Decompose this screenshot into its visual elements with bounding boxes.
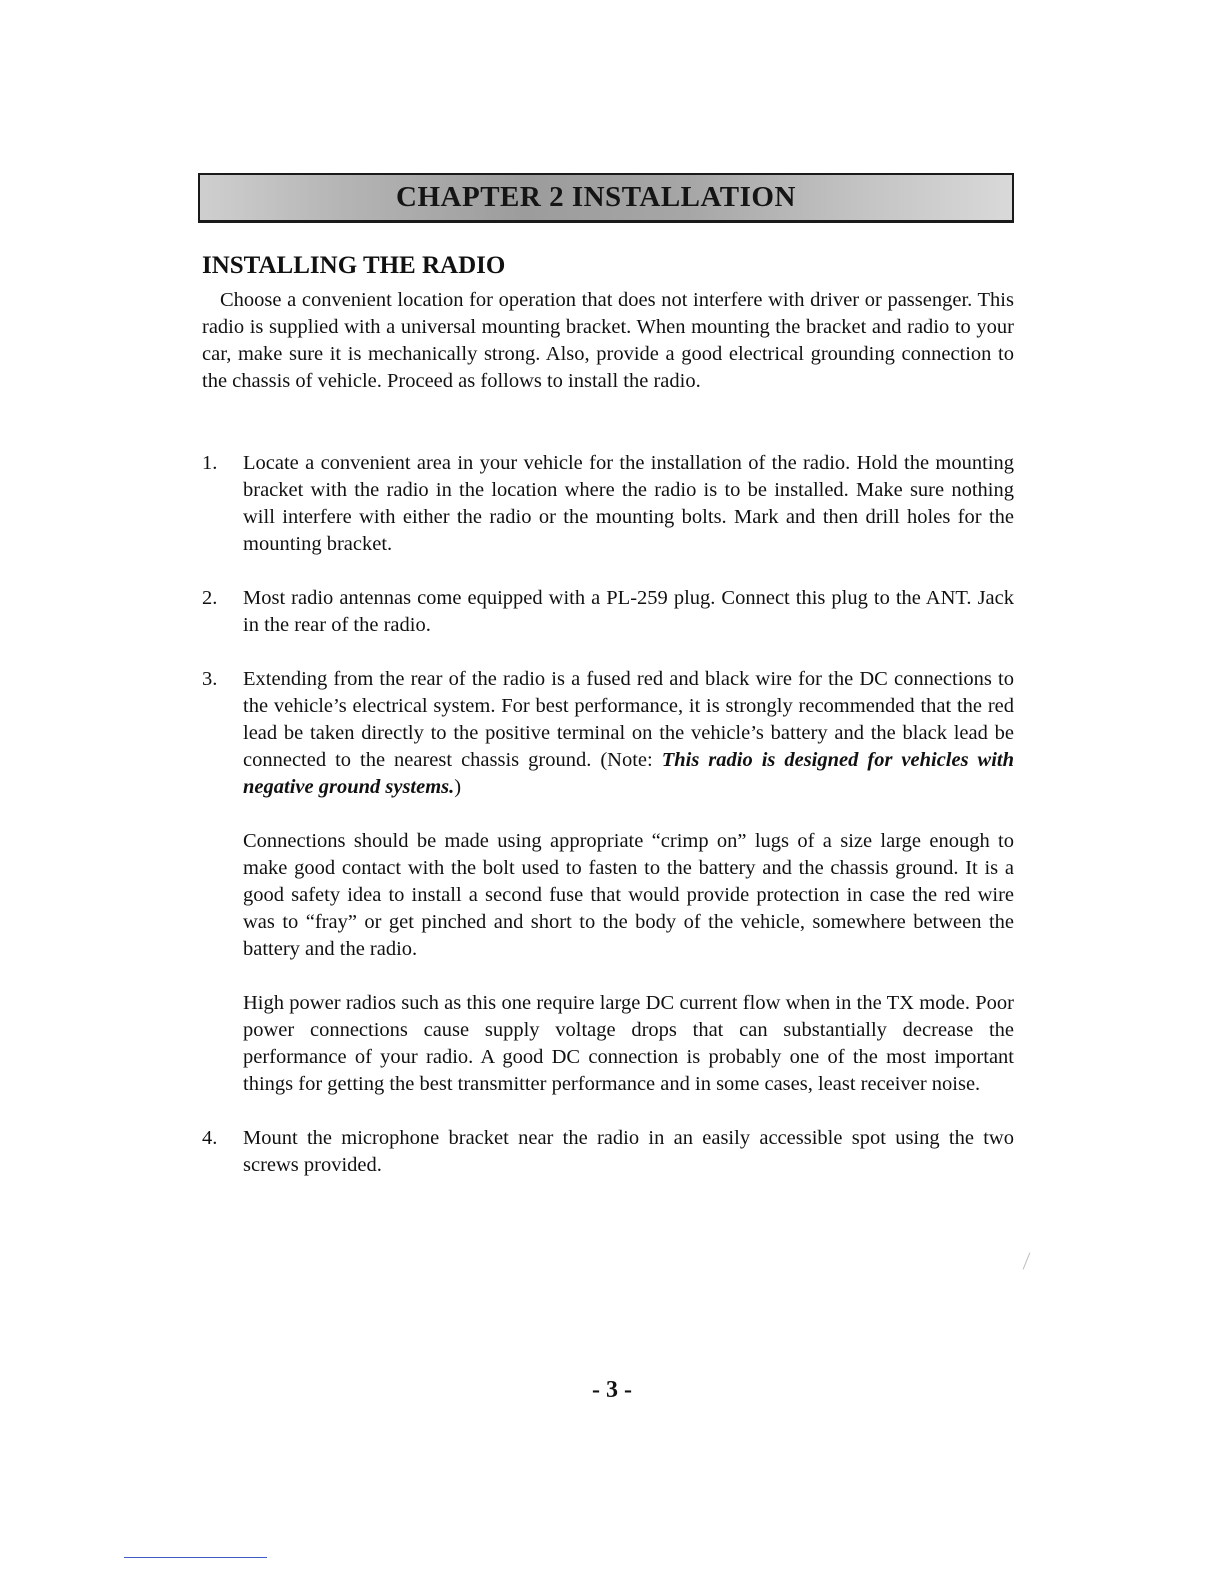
intro-paragraph: Choose a convenient location for operation that does not interfere with driver or passenger. This radio is supplied with a universal mounting bracket. When mounting the bracket and radio to your car, make sure it is mechanically strong. Also, provide a good electrical grounding connection to the chassis of vehicle. Proceed as follows to install the radio. [202,289,1014,392]
chapter-title: CHAPTER 2 INSTALLATION [396,181,796,213]
step-text: Mount the microphone bracket near the radio in an easily accessible spot using the two screws provided. [243,1127,1014,1176]
step-text: Most radio antennas come equipped with a PL-259 plug. Connect this plug to the ANT. Jack in the rear of the radio. [243,587,1014,636]
step-text-main: Extending from the rear of the radio is a fused red and black wire for the DC connections to the vehicle’s electrical system. For best performance, it is strongly recommended that the red lead be taken directly to the positive terminal on the vehicle’s battery and the black lead be connected to the nearest chassis ground. [243,668,1014,771]
section-heading: INSTALLING THE RADIO [202,252,506,279]
footer-rule [124,1557,267,1558]
note-close: ) [454,776,462,798]
step-number: 4. [202,1127,218,1149]
step-1 [202,450,1014,558]
step-number: 3. [202,668,218,690]
connections-paragraph: Connections should be made using appropriate “crimp on” lugs of a size large enough to make good contact with the bolt used to fasten to the battery and the chassis ground. It is a good safety idea to install a second fuse that would provide protection in case the red wire was to “fray” or get pinched and short to the body of the vehicle, somewhere between the battery and the radio. [243,830,1014,960]
step-2 [202,585,1014,639]
chapter-banner [198,173,1014,223]
note-open: (Note: [600,749,662,771]
step-text: Locate a convenient area in your vehicle for the installation of the radio. Hold the mounting bracket with the radio in the location where the radio is to be installed. Make sure nothing will interfere with either the radio or the mounting bolts. Mark and then drill holes for the mounting bracket. [243,452,1014,555]
page-number: - 3 - [592,1377,632,1403]
step-text [243,666,1014,801]
step-number: 1. [202,452,218,474]
step-3 [202,666,1014,1098]
step-4 [202,1125,1014,1179]
installation-steps [202,450,1014,1206]
scan-artifact [1023,1252,1031,1269]
step-number: 2. [202,587,218,609]
negative-ground-note: This radio is designed for vehicles with negative ground systems. [243,749,1015,798]
power-paragraph: High power radios such as this one require large DC current flow when in the TX mode. Poor power connections cause supply voltage drops that can substantially decrease the performance of your radio. A good DC connection is probably one of the most important things for getting the best transmitter performance and in some cases, least receiver noise. [243,992,1014,1095]
